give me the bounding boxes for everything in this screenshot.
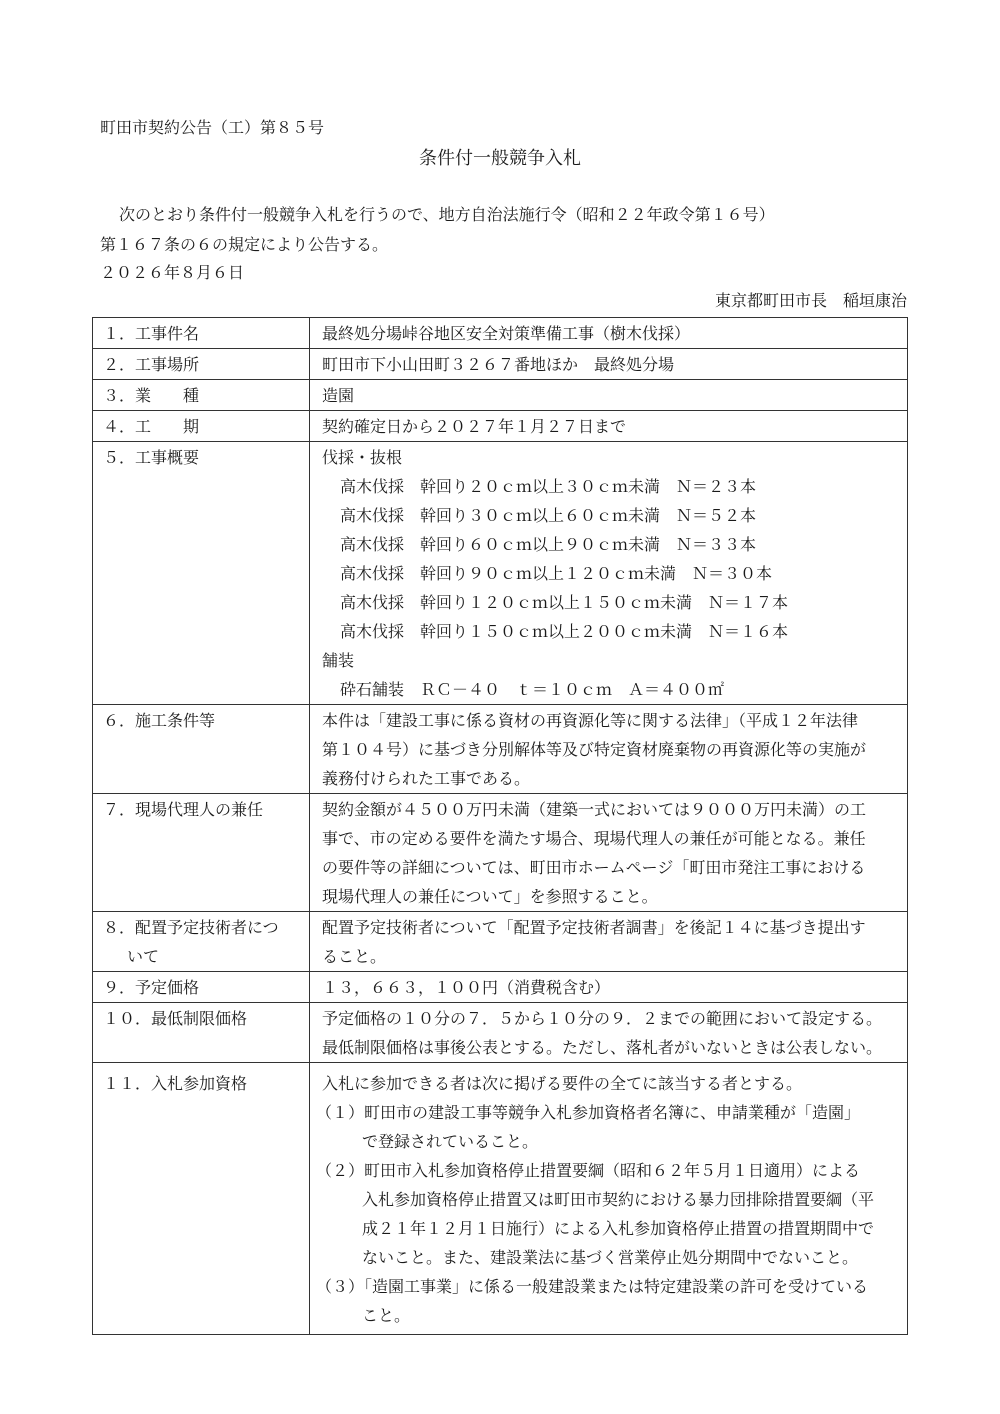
table-row-overview — [93, 442, 908, 705]
qualification-item: （２）町田市入札参加資格停止措置要綱（昭和６２年５月１日適用）による — [316, 1161, 861, 1180]
notice-number: 町田市契約公告（工）第８５号 — [100, 118, 325, 137]
overview-item: 砕石舗装 ＲＣ－４０ ｔ＝１０ｃｍ Ａ＝４００㎡ — [340, 680, 725, 699]
table-row-engineer — [93, 912, 908, 972]
overview-item: 高木伐採 幹回り１５０ｃｍ以上２００ｃｍ未満 Ｎ＝１６本 — [340, 622, 789, 641]
text-line: 第１０４号）に基づき分別解体等及び特定資材廃棄物の再資源化等の実施が — [322, 740, 867, 759]
qualification-item-cont: で登録されていること。 — [362, 1132, 539, 1151]
industry-type: 造園 — [310, 380, 908, 411]
text-line: 配置予定技術者について「配置予定技術者調書」を後記１４に基づき提出す — [322, 918, 866, 937]
overview-heading: 伐採・抜根 — [322, 448, 403, 467]
document-title: 条件付一般競争入札 — [419, 148, 581, 169]
row-label: ７．現場代理人の兼任 — [93, 794, 310, 912]
text-line: 本件は「建設工事に係る資材の再資源化等に関する法律」（平成１２年法律 — [322, 711, 859, 730]
qualification-item: （３）「造園工事業」に係る一般建設業または特定建設業の許可を受けている — [316, 1277, 869, 1296]
table-row-planned-price — [93, 972, 908, 1003]
text-line: 現場代理人の兼任について」を参照すること。 — [322, 887, 658, 906]
minimum-price — [310, 1003, 908, 1063]
row-label: ４．工 期 — [93, 411, 310, 442]
intro-text-line-1: 次のとおり条件付一般競争入札を行うので、地方自治法施行令（昭和２２年政令第１６号） — [119, 205, 775, 224]
overview-item: 高木伐採 幹回り２０ｃｍ以上３０ｃｍ未満 Ｎ＝２３本 — [340, 477, 757, 496]
row-label: １．工事件名 — [93, 318, 310, 349]
notice-date: ２０２６年８月６日 — [100, 263, 245, 282]
table-row-minimum-price — [93, 1003, 908, 1063]
overview-heading: 舗装 — [322, 651, 355, 670]
text-line: 義務付けられた工事である。 — [322, 769, 531, 788]
assigned-engineer — [310, 912, 908, 972]
table-row-industry — [93, 380, 908, 411]
text-line: 契約金額が４５００万円未満（建築一式においては９０００万円未満）の工 — [322, 800, 867, 819]
planned-price: １３，６６３，１００円（消費税含む） — [310, 972, 908, 1003]
intro-text-line-2: 第１６７条の６の規定により公告する。 — [100, 235, 389, 254]
table-row-project-location — [93, 349, 908, 380]
row-label: １０．最低制限価格 — [93, 1003, 310, 1063]
row-label: ６．施工条件等 — [93, 705, 310, 794]
text-line: の要件等の詳細については、町田市ホームページ「町田市発注工事における — [322, 858, 866, 877]
overview-item: 高木伐採 幹回り１２０ｃｍ以上１５０ｃｍ未満 Ｎ＝１７本 — [340, 593, 789, 612]
row-label: ５．工事概要 — [93, 442, 310, 705]
row-label: ３．業 種 — [93, 380, 310, 411]
table-row-qualification — [93, 1063, 908, 1335]
overview-item: 高木伐採 幹回り６０ｃｍ以上９０ｃｍ未満 Ｎ＝３３本 — [340, 535, 757, 554]
bid-qualification — [310, 1063, 908, 1335]
construction-conditions — [310, 705, 908, 794]
table-row-period — [93, 411, 908, 442]
overview-item: 高木伐採 幹回り９０ｃｍ以上１２０ｃｍ未満 Ｎ＝３０本 — [340, 564, 773, 583]
qualification-intro: 入札に参加できる者は次に掲げる要件の全てに該当する者とする。 — [322, 1074, 803, 1093]
row-label: ２．工事場所 — [93, 349, 310, 380]
qualification-item-cont: 入札参加資格停止措置又は町田市契約における暴力団排除措置要綱（平 — [362, 1190, 875, 1209]
table-row-site-agent — [93, 794, 908, 912]
row-label — [93, 912, 310, 972]
text-line: 事で、市の定める要件を満たす場合、現場代理人の兼任が可能となる。兼任 — [322, 829, 866, 848]
row-label: １１．入札参加資格 — [93, 1063, 310, 1335]
text-line: ること。 — [322, 947, 387, 966]
table-row-conditions — [93, 705, 908, 794]
qualification-item-cont: ないこと。また、建設業法に基づく営業停止処分期間中でないこと。 — [362, 1248, 859, 1267]
text-line: 最低制限価格は事後公表とする。ただし、落札者がいないときは公表しない。 — [322, 1038, 883, 1057]
overview-item: 高木伐採 幹回り３０ｃｍ以上６０ｃｍ未満 Ｎ＝５２本 — [340, 506, 757, 525]
qualification-item-cont: こと。 — [362, 1306, 411, 1325]
project-overview — [310, 442, 908, 705]
project-name: 最終処分場峠谷地区安全対策準備工事（樹木伐採） — [310, 318, 908, 349]
row-label-line: いて — [127, 947, 160, 966]
qualification-item-cont: 成２１年１２月１日施行）による入札参加資格停止措置の措置期間中で — [362, 1219, 875, 1238]
table-row-project-name — [93, 318, 908, 349]
project-location: 町田市下小山田町３２６７番地ほか 最終処分場 — [310, 349, 908, 380]
issuer-name: 東京都町田市長 稲垣康治 — [714, 291, 907, 310]
notice-table — [92, 317, 908, 1335]
qualification-item: （１）町田市の建設工事等競争入札参加資格者名簿に、申請業種が「造園」 — [316, 1103, 861, 1122]
construction-period: 契約確定日から２０２７年１月２７日まで — [310, 411, 908, 442]
row-label: ９．予定価格 — [93, 972, 310, 1003]
site-agent-concurrent — [310, 794, 908, 912]
text-line: 予定価格の１０分の７．５から１０分の９．２までの範囲において設定する。 — [322, 1009, 883, 1028]
row-label-line: ８．配置予定技術者につ — [103, 918, 279, 937]
